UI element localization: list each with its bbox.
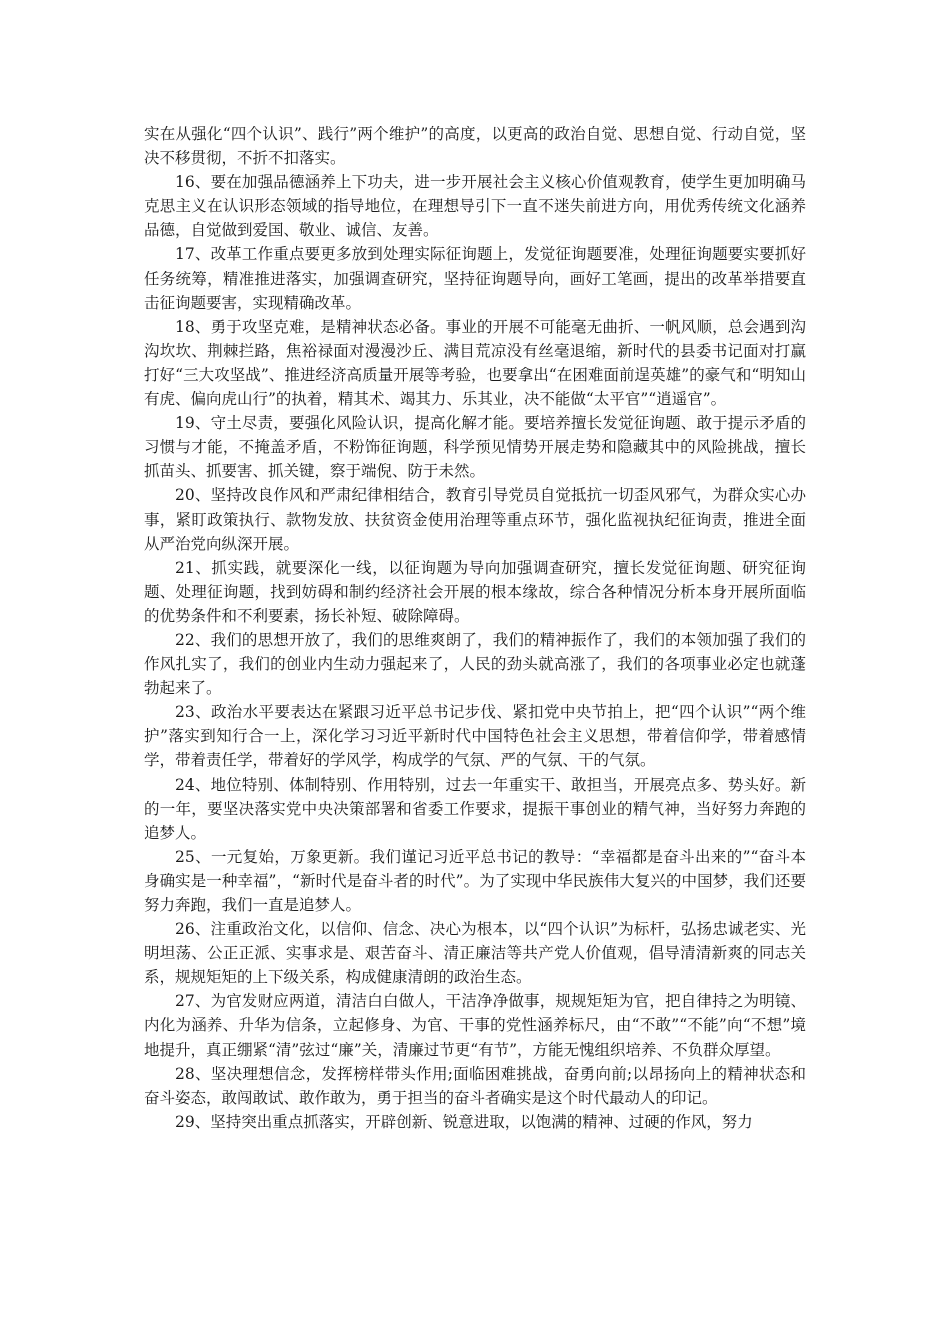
paragraph-18: 18、勇于攻坚克难，是精神状态必备。事业的开展不可能毫无曲折、一帆风顺，总会遇到沟沟坎坎、荆棘拦路，焦裕禄面对漫漫沙丘、满目荒凉没有丝毫退缩，新时代的县委书记面对打赢打好“三大攻坚战”、推进经济高质量开展等考验，也要拿出“在困难面前逞英雄”的豪气和“明知山有虎、偏向虎山行”的执着，精其术、竭其力、乐其业，决不能做“太平官”“逍遥官”。 <box>144 317 806 409</box>
paragraph-27: 27、为官发财应两道，清洁白白做人，干洁净净做事，规规矩矩为官，把自律持之为明镜、内化为涵养、升华为信条，立起修身、为官、干事的党性涵养标尺，由“不敢”“不能”向“不想”境地提升，真正绷紧“清”弦过“廉”关，清廉过节更“有节”，方能无愧组织培养、不负群众厚望。 <box>144 992 806 1059</box>
paragraph-21: 21、抓实践，就要深化一线，以征询题为导向加强调查研究，擅长发觉征询题、研究征询题、处理征询题，找到妨碍和制约经济社会开展的根本缘故，综合各种情况分析本身开展所面临的优势条件和不利要素，扬长补短、破除障碍。 <box>144 558 806 625</box>
paragraph-continued: 实在从强化“四个认识”、践行”两个维护”的高度，以更高的政治自觉、思想自觉、行动自觉，坚决不移贯彻，不折不扣落实。 <box>144 125 806 168</box>
paragraph-28: 28、坚决理想信念，发挥榜样带头作用;面临困难挑战，奋勇向前;以昂扬向上的精神状态和奋斗姿态，敢闯敢试、敢作敢为，勇于担当的奋斗者确实是这个时代最动人的印记。 <box>144 1064 806 1107</box>
paragraph-17: 17、改革工作重点要更多放到处理实际征询题上，发觉征询题要准，处理征询题要实要抓好任务统筹，精准推进落实，加强调查研究，坚持征询题导向，画好工笔画，提出的改革举措要直击征询题要害，实现精确改革。 <box>144 245 806 312</box>
paragraph-20: 20、坚持改良作风和严肃纪律相结合，教育引导党员自觉抵抗一切歪风邪气，为群众实心办事，紧盯政策执行、款物发放、扶贫资金使用治理等重点环节，强化监视执纪征询责，推进全面从严治党向纵深开展。 <box>144 486 806 553</box>
document-body <box>144 122 806 1134</box>
paragraph-16: 16、要在加强品德涵养上下功夫，进一步开展社会主义核心价值观教育，使学生更加明确马克思主义在认识形态领域的指导地位，在理想导引下一直不迷失前进方向，用优秀传统文化涵养品德，自觉做到爱国、敬业、诚信、友善。 <box>144 173 806 240</box>
paragraph-26: 26、注重政治文化，以信仰、信念、决心为根本，以“四个认识”为标杆，弘扬忠诚老实、光明坦荡、公正正派、实事求是、艰苦奋斗、清正廉洁等共产党人价值观，倡导清清新爽的同志关系，规规矩矩的上下级关系，构成健康清朗的政治生态。 <box>144 920 806 987</box>
paragraph-29: 29、坚持突出重点抓落实，开辟创新、锐意进取，以饱满的精神、过硬的作风，努力 <box>175 1112 753 1131</box>
paragraph-23: 23、政治水平要表达在紧跟习近平总书记步伐、紧扣党中央节拍上，把“四个认识”“两个维护”落实到知行合一上，深化学习习近平新时代中国特色社会主义思想，带着信仰学，带着感情学，带着责任学，带着好的学风学，构成学的气氛、严的气氛、干的气氛。 <box>144 703 806 770</box>
paragraph-25: 25、一元复始，万象更新。我们谨记习近平总书记的教导：“幸福都是奋斗出来的”“奋斗本身确实是一种幸福”，“新时代是奋斗者的时代”。为了实现中华民族伟大复兴的中国梦，我们还要努力奔跑，我们一直是追梦人。 <box>144 847 806 914</box>
paragraph-22: 22、我们的思想开放了，我们的思维爽朗了，我们的精神振作了，我们的本领加强了我们的作风扎实了，我们的创业内生动力强起来了，人民的劲头就高涨了，我们的各项事业必定也就蓬勃起来了。 <box>144 630 806 698</box>
paragraph-19: 19、守土尽责，要强化风险认识，提高化解才能。要培养擅长发觉征询题、敢于提示矛盾的习惯与才能，不掩盖矛盾，不粉饰征询题，科学预见情势开展走势和隐藏其中的风险挑战，擅长抓苗头、抓要害、抓关键，察于端倪、防于未然。 <box>144 414 806 481</box>
paragraph-24: 24、地位特别、体制特别、作用特别，过去一年重实干、敢担当，开展亮点多、势头好。新的一年，要坚决落实党中央决策部署和省委工作要求，提振干事创业的精气神，当好努力奔跑的追梦人。 <box>144 775 806 842</box>
